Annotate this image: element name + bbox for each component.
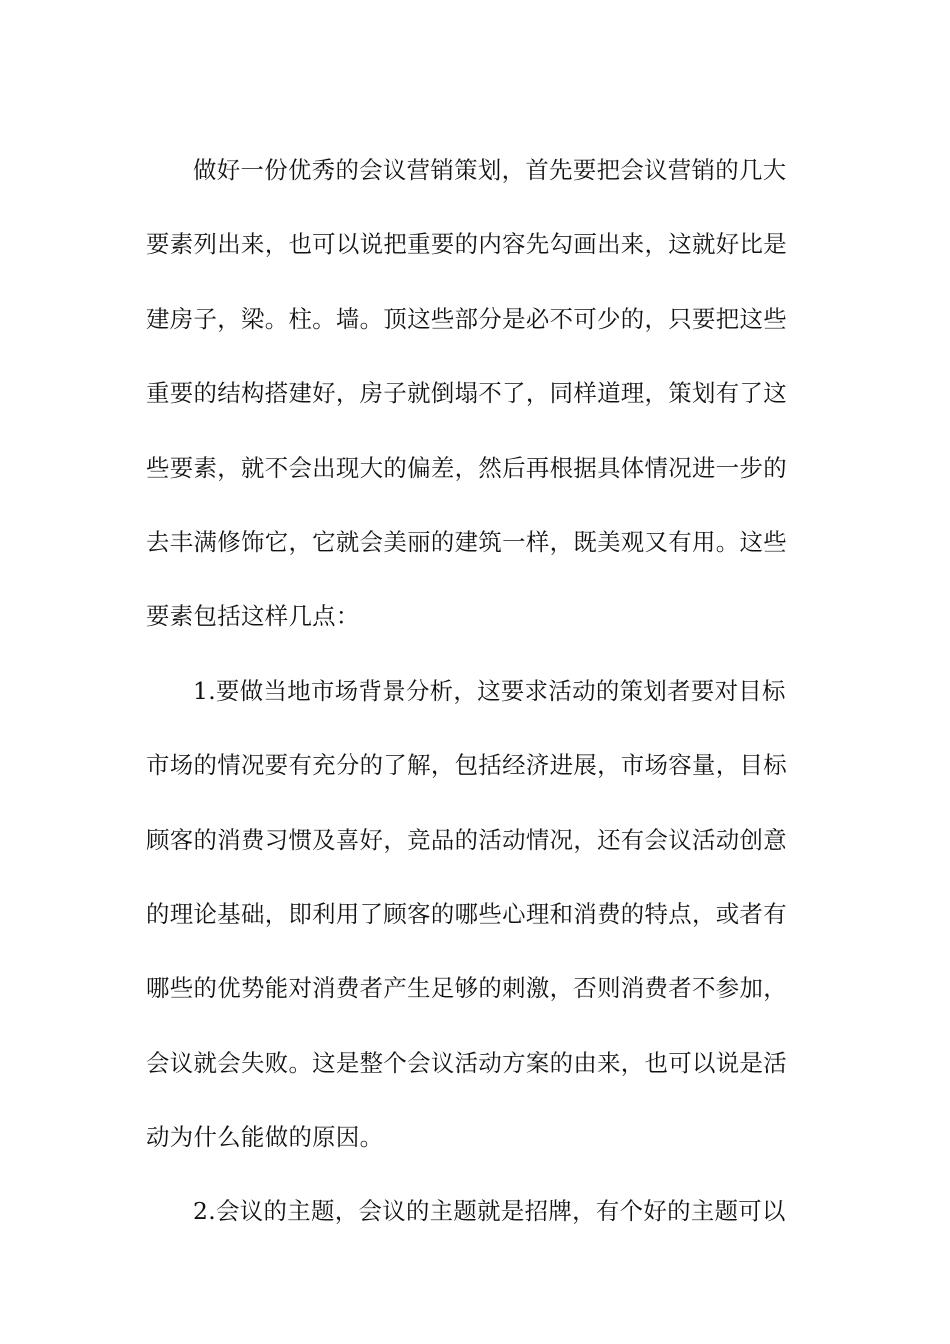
paragraph-2-line-6: 会议就会失败。这是整个会议活动方案的由来，也可以说是活 <box>146 1048 787 1077</box>
paragraph-1-line-5: 些要素，就不会出现大的偏差，然后再根据具体情况进一步的 <box>146 453 787 482</box>
paragraph-1-line-1: 做好一份优秀的会议营销策划，首先要把会议营销的几大 <box>193 156 787 184</box>
paragraph-1-line-3: 建房子，梁。柱。墙。顶这些部分是必不可少的，只要把这些 <box>146 304 787 333</box>
paragraph-3-line-1: 2.会议的主题，会议的主题就是招牌，有个好的主题可以 <box>193 1197 786 1226</box>
paragraph-2-line-5: 哪些的优势能对消费者产生足够的刺激，否则消费者不参加， <box>146 974 787 1003</box>
paragraph-1-line-6: 去丰满修饰它，它就会美丽的建筑一样，既美观又有用。这些 <box>146 527 787 556</box>
paragraph-1-line-7: 要素包括这样几点： <box>146 602 360 631</box>
paragraph-1-line-4: 重要的结构搭建好，房子就倒塌不了，同样道理，策划有了这 <box>146 379 787 408</box>
document-body <box>146 133 806 1249</box>
paragraph-1-line-2: 要素列出来，也可以说把重要的内容先勾画出来，这就好比是 <box>146 230 787 259</box>
paragraph-2-line-7: 动为什么能做的原因。 <box>146 1123 384 1152</box>
paragraph-2-line-4: 的理论基础，即利用了顾客的哪些心理和消费的特点，或者有 <box>146 899 787 928</box>
paragraph-2-line-2: 市场的情况要有充分的了解，包括经济进展，市场容量，目标 <box>146 751 787 780</box>
paragraph-2-line-3: 顾客的消费习惯及喜好，竞品的活动情况，还有会议活动创意 <box>146 825 787 854</box>
paragraph-2-line-1: 1.要做当地市场背景分析，这要求活动的策划者要对目标 <box>193 676 786 705</box>
